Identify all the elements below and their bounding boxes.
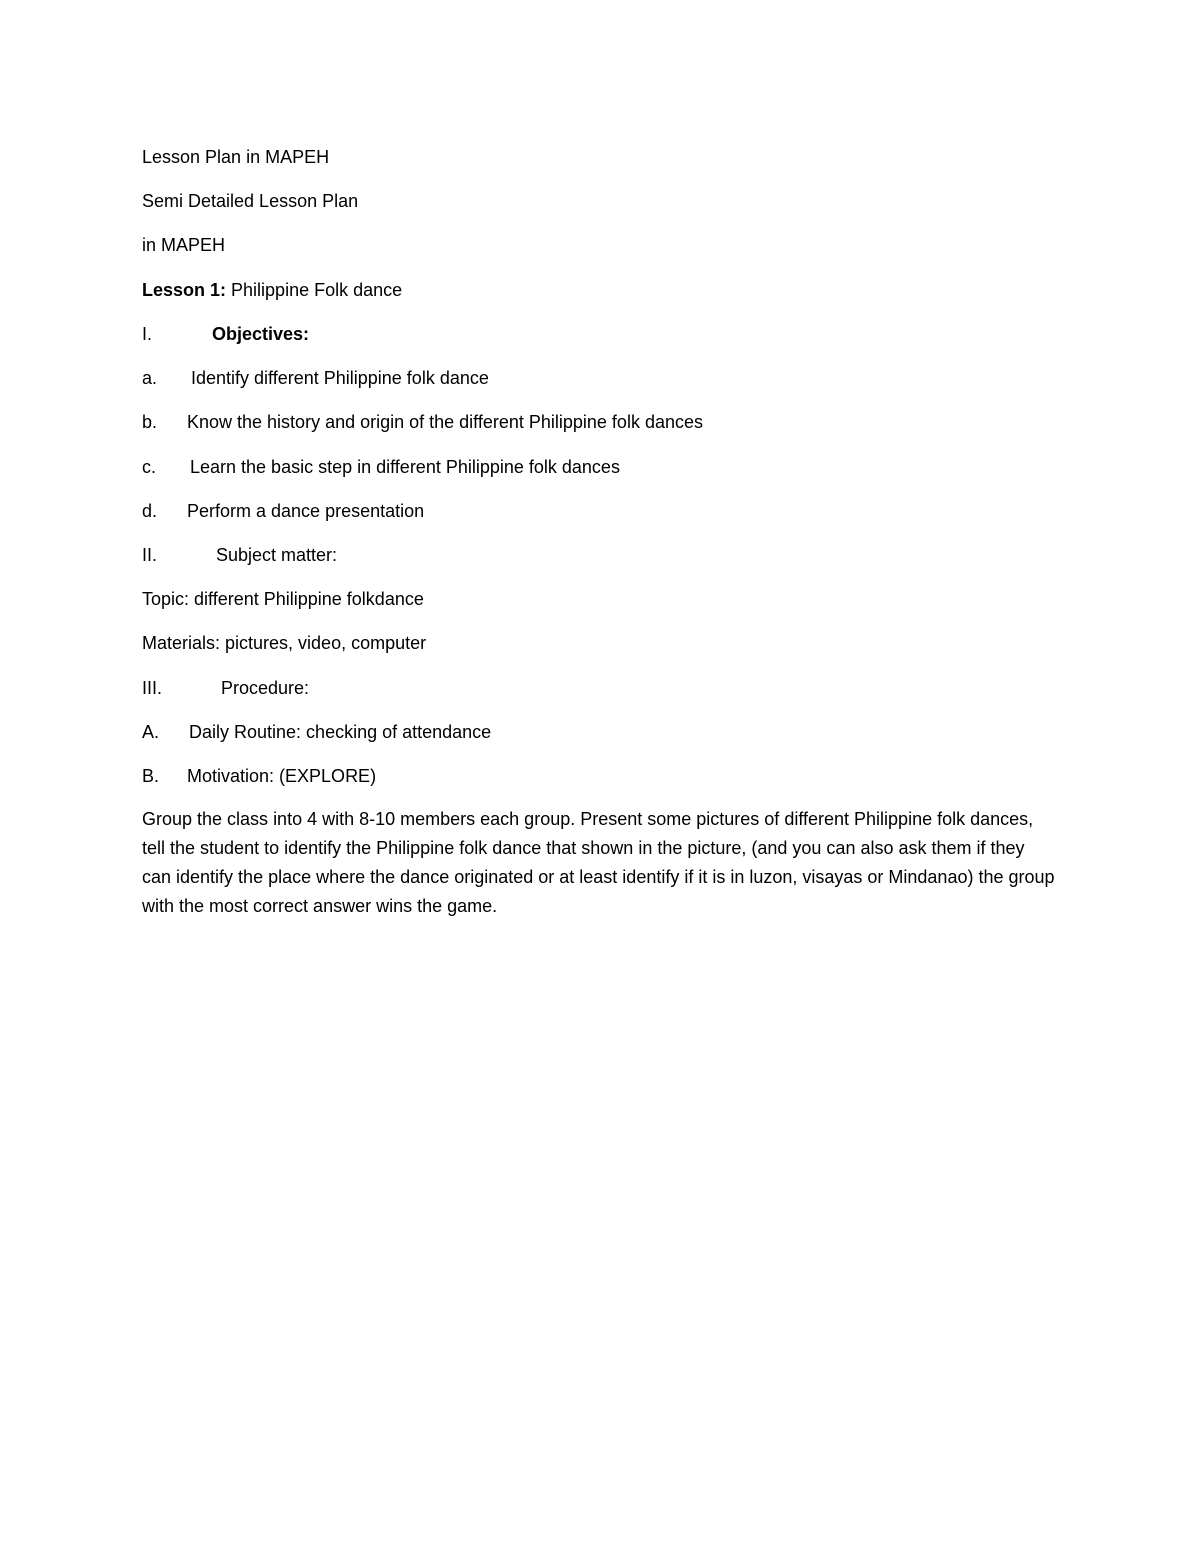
section-objectives-title: Objectives:: [212, 324, 310, 344]
section-procedure-marker: III.: [142, 678, 163, 698]
materials-line: Materials: pictures, video, computer: [142, 633, 427, 653]
procedure-text: Motivation: (EXPLORE): [187, 766, 377, 786]
lesson-label: Lesson 1:: [142, 280, 227, 300]
section-procedure-title: Procedure:: [221, 678, 310, 698]
objective-text: Perform a dance presentation: [187, 501, 425, 521]
motivation-paragraph: Group the class into 4 with 8-10 members each group. Present some pictures of different Philippine folk dances, tell the student to identify the Philippine folk dance that shown in the picture, (and you can also ask them if they can identify the place where the dance originated or at least identify if it is in luzon, visayas or Mindanao) the group with the most correct answer wins the game.: [142, 809, 1055, 916]
objective-marker: b.: [142, 412, 158, 432]
title-line: Lesson Plan in MAPEH: [142, 147, 330, 167]
lesson-title: Philippine Folk dance: [226, 280, 403, 300]
procedure-text: Daily Routine: checking of attendance: [189, 722, 492, 742]
topic-line: Topic: different Philippine folkdance: [142, 589, 424, 609]
subtitle-line: Semi Detailed Lesson Plan: [142, 191, 359, 211]
objective-text: Learn the basic step in different Philippine folk dances: [190, 457, 620, 477]
objective-marker: c.: [142, 457, 157, 477]
objective-text: Identify different Philippine folk dance: [191, 368, 489, 388]
subject-line: in MAPEH: [142, 235, 226, 255]
objective-marker: d.: [142, 501, 158, 521]
section-subject-marker: II.: [142, 545, 158, 565]
lesson-line: [142, 278, 402, 302]
procedure-marker: B.: [142, 766, 160, 786]
procedure-marker: A.: [142, 722, 160, 742]
section-objectives-marker: I.: [142, 324, 153, 344]
objective-marker: a.: [142, 368, 158, 388]
section-subject-title: Subject matter:: [216, 545, 338, 565]
objective-text: Know the history and origin of the different Philippine folk dances: [187, 412, 703, 432]
